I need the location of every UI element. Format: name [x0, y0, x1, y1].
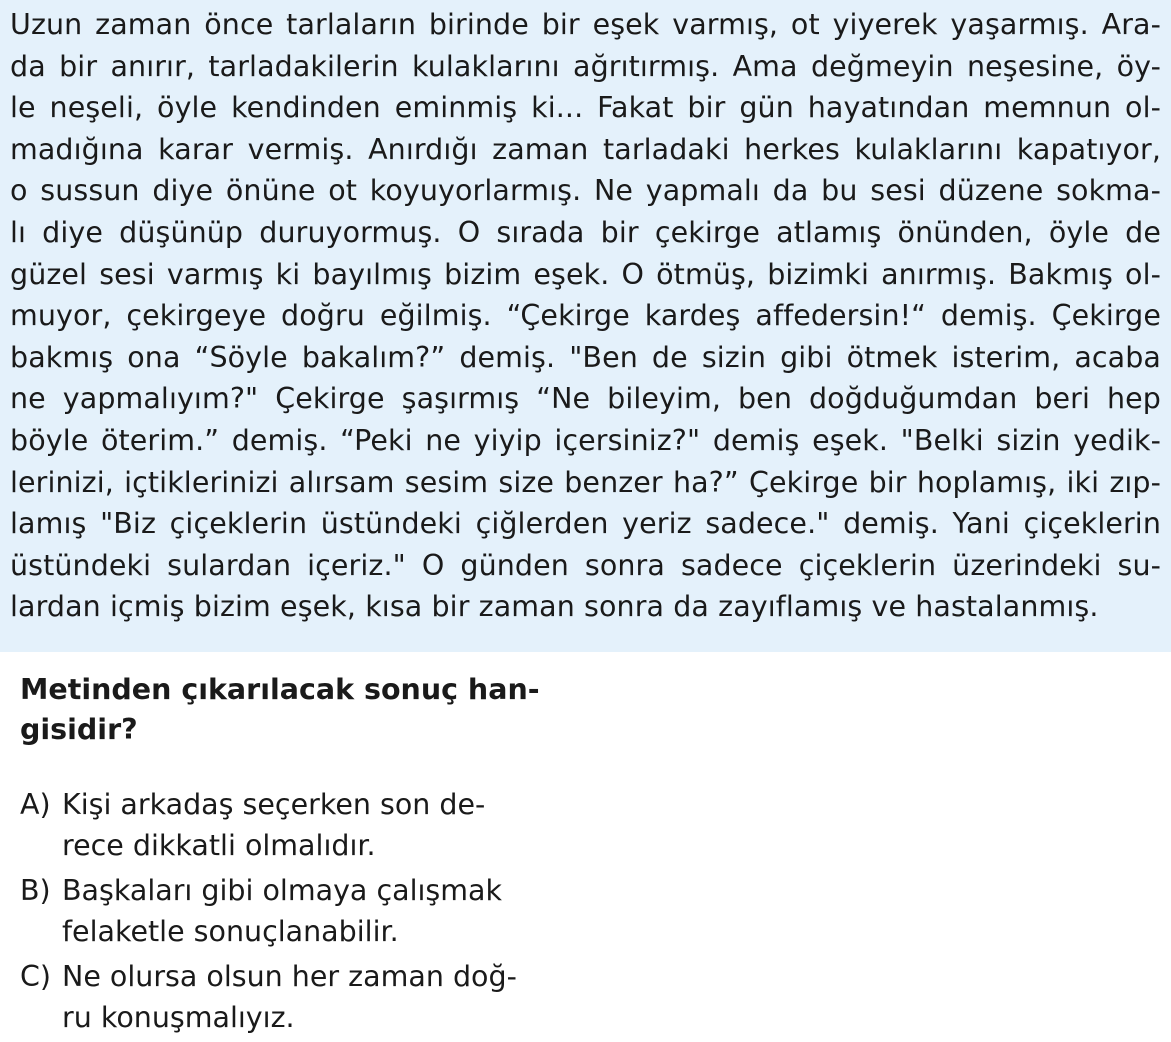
passage-line: lı diye düşünüp duruyormuş. O sırada bir çekirge atlamış önünden, öyle de: [10, 215, 1161, 249]
passage-line: ne yapmalıyım?" Çekirge şaşırmış “Ne bileyim, ben doğduğumdan beri hep: [10, 382, 1161, 416]
option-text-line: felaketle sonuçlanabilir.: [62, 915, 399, 948]
answer-options: [20, 784, 540, 1042]
option-b[interactable]: [20, 870, 540, 952]
option-letter: A): [20, 788, 51, 821]
passage-line: Uzun zaman önce tarlaların birinde bir eşek varmış, ot yiyerek yaşarmış. Ara-: [10, 8, 1161, 41]
option-text-line: Başkaları gibi olmaya çalışmak: [62, 874, 503, 907]
passage-line: da bir anırır, tarladakilerin kulaklarını ağrıtırmış. Ama değmeyin neşesine, öy-: [10, 49, 1161, 83]
option-text-line: Ne olursa olsun her zaman doğ-: [62, 960, 517, 993]
passage-line: lerinizi, içtiklerinizi alırsam sesim size benzer ha?” Çekirge bir hoplamış, iki zıp-: [10, 465, 1161, 499]
passage-line: lardan içmiş bizim eşek, kısa bir zaman sonra da zayıflamış ve hastalanmış.: [10, 590, 1099, 624]
option-text-line: rece dikkatli olmalıdır.: [62, 829, 376, 862]
option-a[interactable]: [20, 784, 540, 866]
passage-line: muyor, çekirgeye doğru eğilmiş. “Çekirge kardeş affedersin!“ demiş. Çekirge: [10, 299, 1161, 333]
question-text: [20, 670, 540, 750]
question-line: Metinden çıkarılacak sonuç han-: [20, 673, 540, 706]
passage-line: güzel sesi varmış ki bayılmış bizim eşek. O ötmüş, bizimki anırmış. Bakmış ol-: [10, 257, 1161, 291]
question-line: gisidir?: [20, 713, 138, 746]
passage-line: le neşeli, öyle kendinden eminmiş ki... Fakat bir gün hayatından memnun ol-: [10, 91, 1161, 125]
option-c[interactable]: [20, 956, 540, 1038]
option-letter: B): [20, 874, 51, 907]
passage-line: madığına karar vermiş. Anırdığı zaman tarladaki herkes kulaklarını kapatıyor,: [10, 132, 1161, 166]
passage-line: böyle öterim.” demiş. “Peki ne yiyip içersiniz?" demiş eşek. "Belki sizin yedik-: [10, 423, 1161, 457]
passage-line: lamış "Biz çiçeklerin üstündeki çiğlerden yeriz sadece." demiş. Yani çiçeklerin: [10, 507, 1161, 541]
passage-line: üstündeki sulardan içeriz." O günden sonra sadece çiçeklerin üzerindeki su-: [10, 548, 1161, 582]
option-letter: C): [20, 960, 52, 993]
passage-line: bakmış ona “Söyle bakalım?” demiş. "Ben de sizin gibi ötmek isterim, acaba: [10, 340, 1161, 374]
option-text-line: Kişi arkadaş seçerken son de-: [62, 788, 486, 821]
option-text-line: ru konuşmalıyız.: [62, 1001, 295, 1034]
passage-line: o sussun diye önüne ot koyuyorlarmış. Ne yapmalı da bu sesi düzene sokma-: [10, 174, 1161, 208]
